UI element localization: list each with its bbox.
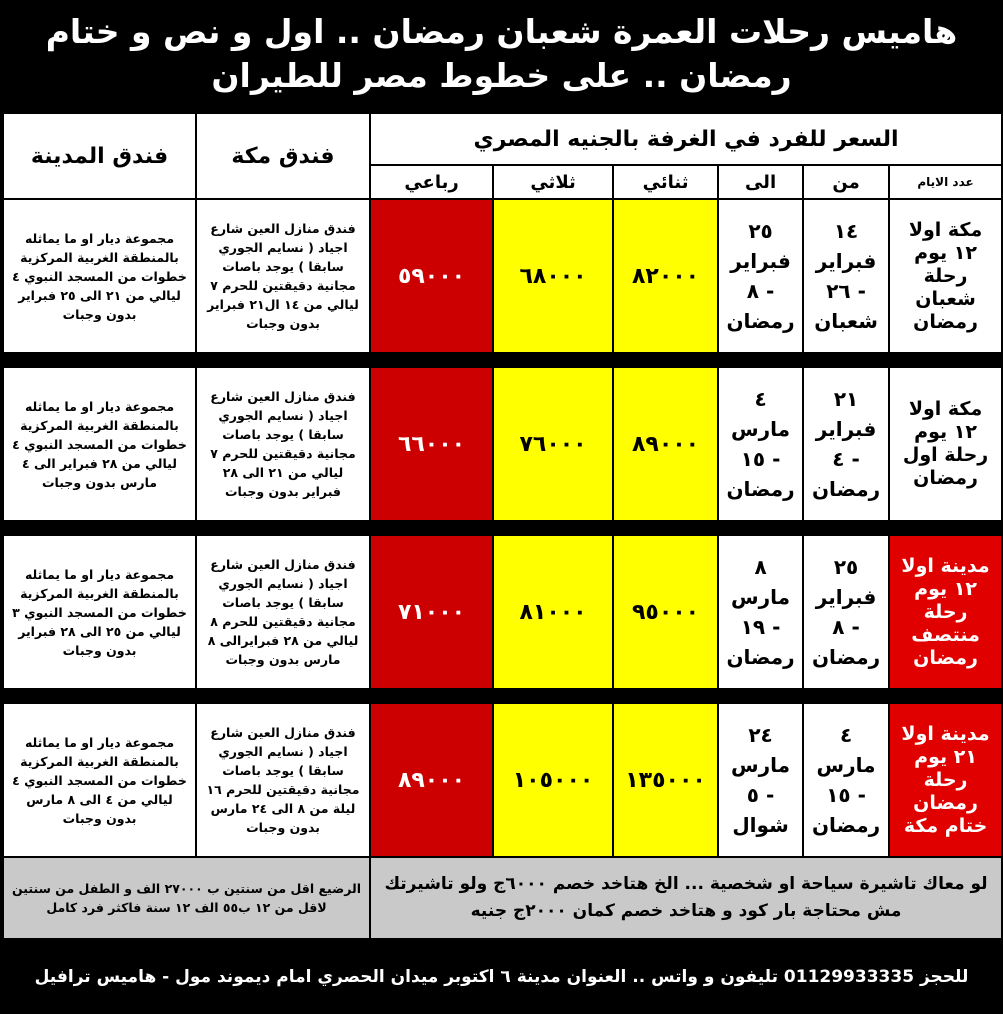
days-cell: مدينة اولا ٢١ يوم رحلة رمضان ختام مكة bbox=[889, 703, 1002, 857]
madinah-hotel-cell: مجموعة ديار او ما يماثله بالمنطقة الغربية المركزية خطوات من المسجد النبوي ٤ ليالي من ٤ الى ٨ مارس بدون وجبات bbox=[3, 703, 196, 857]
table-row bbox=[3, 199, 1002, 353]
madinah-hotel-header: فندق المدينة bbox=[3, 113, 196, 199]
makkah-hotel-cell: فندق منازل العين شارع اجياد ( نسايم الجوري سابقا ) يوجد باصات مجانية دقيقتين للحرم ٧ ليالي من ٢١ الى ٢٨ فبراير بدون وجبات bbox=[196, 367, 370, 521]
quad-price: ٧١٠٠٠ bbox=[370, 535, 493, 689]
contact-footer: للحجز 01129933335 تليفون و واتس .. العنوان مدينة ٦ اكتوبر ميدان الحصري امام ديموند مول - هاميس ترافيل bbox=[0, 940, 1003, 1014]
double-price: ٨٩٠٠٠ bbox=[613, 367, 718, 521]
quad-price: ٦٦٠٠٠ bbox=[370, 367, 493, 521]
double-price: ٩٥٠٠٠ bbox=[613, 535, 718, 689]
triple-price: ١٠٥٠٠٠ bbox=[493, 703, 613, 857]
table-header-row bbox=[3, 113, 1002, 165]
row-separator bbox=[3, 689, 1002, 703]
price-title: السعر للفرد في الغرفة بالجنيه المصري bbox=[370, 113, 1002, 165]
triple-price: ٧٦٠٠٠ bbox=[493, 367, 613, 521]
to-cell: ٤ مارس - ١٥ رمضان bbox=[718, 367, 803, 521]
days-cell: مكة اولا ١٢ يوم رحلة اول رمضان bbox=[889, 367, 1002, 521]
quad-price: ٨٩٠٠٠ bbox=[370, 703, 493, 857]
days-cell: مدينة اولا ١٢ يوم رحلة منتصف رمضان bbox=[889, 535, 1002, 689]
flyer-header bbox=[0, 0, 1003, 110]
triple-price: ٦٨٠٠٠ bbox=[493, 199, 613, 353]
table-row bbox=[3, 535, 1002, 689]
from-header: من bbox=[803, 165, 889, 199]
from-cell: ١٤ فبراير - ٢٦ شعبان bbox=[803, 199, 889, 353]
double-header: ثنائي bbox=[613, 165, 718, 199]
days-cell: مكة اولا ١٢ يوم رحلة شعبان رمضان bbox=[889, 199, 1002, 353]
double-price: ٨٢٠٠٠ bbox=[613, 199, 718, 353]
notes-row bbox=[3, 857, 1002, 939]
triple-header: ثلاثي bbox=[493, 165, 613, 199]
from-cell: ٢٥ فبراير - ٨ رمضان bbox=[803, 535, 889, 689]
from-cell: ٢١ فبراير - ٤ رمضان bbox=[803, 367, 889, 521]
table-row bbox=[3, 367, 1002, 521]
to-header: الى bbox=[718, 165, 803, 199]
table-row bbox=[3, 703, 1002, 857]
visa-discount-note: لو معاك تاشيرة سياحة او شخصية ... الخ هتاخد خصم ٦٠٠٠ج ولو تاشيرتك مش محتاجة بار كود و هتاخد خصم كمان ٢٠٠٠ج جنيه bbox=[370, 857, 1002, 939]
header-line-1: هاميس رحلات العمرة شعبان رمضان .. اول و نص و ختام bbox=[45, 12, 958, 51]
days-header: عدد الايام bbox=[889, 165, 1002, 199]
madinah-hotel-cell: مجموعة ديار او ما يماثله بالمنطقة الغربية المركزية خطوات من المسجد النبوي ٣ ليالي من ٢٥ الى ٢٨ فبراير بدون وجبات bbox=[3, 535, 196, 689]
quad-price: ٥٩٠٠٠ bbox=[370, 199, 493, 353]
row-separator bbox=[3, 521, 1002, 535]
header-line-2: رمضان .. على خطوط مصر للطيران bbox=[211, 56, 792, 95]
triple-price: ٨١٠٠٠ bbox=[493, 535, 613, 689]
to-cell: ٨ مارس - ١٩ رمضان bbox=[718, 535, 803, 689]
double-price: ١٣٥٠٠٠ bbox=[613, 703, 718, 857]
quad-header: رباعي bbox=[370, 165, 493, 199]
makkah-hotel-cell: فندق منازل العين شارع اجياد ( نسايم الجوري سابقا ) يوجد باصات مجانية دقيقتين للحرم ٧ ليالي من ١٤ ال٢١ فبراير بدون وجبات bbox=[196, 199, 370, 353]
madinah-hotel-cell: مجموعة ديار او ما يماثله بالمنطقة الغربية المركزية خطوات من المسجد النبوي ٤ ليالي من ٢٨ فبراير الى ٤ مارس بدون وجبات bbox=[3, 367, 196, 521]
row-separator bbox=[3, 353, 1002, 367]
makkah-hotel-header: فندق مكة bbox=[196, 113, 370, 199]
to-cell: ٢٥ فبراير - ٨ رمضان bbox=[718, 199, 803, 353]
to-cell: ٢٤ مارس - ٥ شوال bbox=[718, 703, 803, 857]
makkah-hotel-cell: فندق منازل العين شارع اجياد ( نسايم الجوري سابقا ) يوجد باصات مجانية دقيقتين للحرم ٨ ليالي من ٢٨ فبرايرالى ٨ مارس بدون وجبات bbox=[196, 535, 370, 689]
madinah-hotel-cell: مجموعة ديار او ما يماثله بالمنطقة الغربية المركزية خطوات من المسجد النبوي ٤ ليالي من ٢١ الى ٢٥ فبراير بدون وجبات bbox=[3, 199, 196, 353]
from-cell: ٤ مارس - ١٥ رمضان bbox=[803, 703, 889, 857]
children-price-note: الرضيع اقل من سنتين ب ٢٧٠٠٠ الف و الطفل من سنتين لاقل من ١٢ ب٥٥ الف ١٢ سنة فاكثر فرد كامل bbox=[3, 857, 370, 939]
makkah-hotel-cell: فندق منازل العين شارع اجياد ( نسايم الجوري سابقا ) يوجد باصات مجانية دقيقتين للحرم ١٦ ليلة من ٨ الى ٢٤ مارس بدون وجبات bbox=[196, 703, 370, 857]
price-table bbox=[2, 112, 1003, 940]
